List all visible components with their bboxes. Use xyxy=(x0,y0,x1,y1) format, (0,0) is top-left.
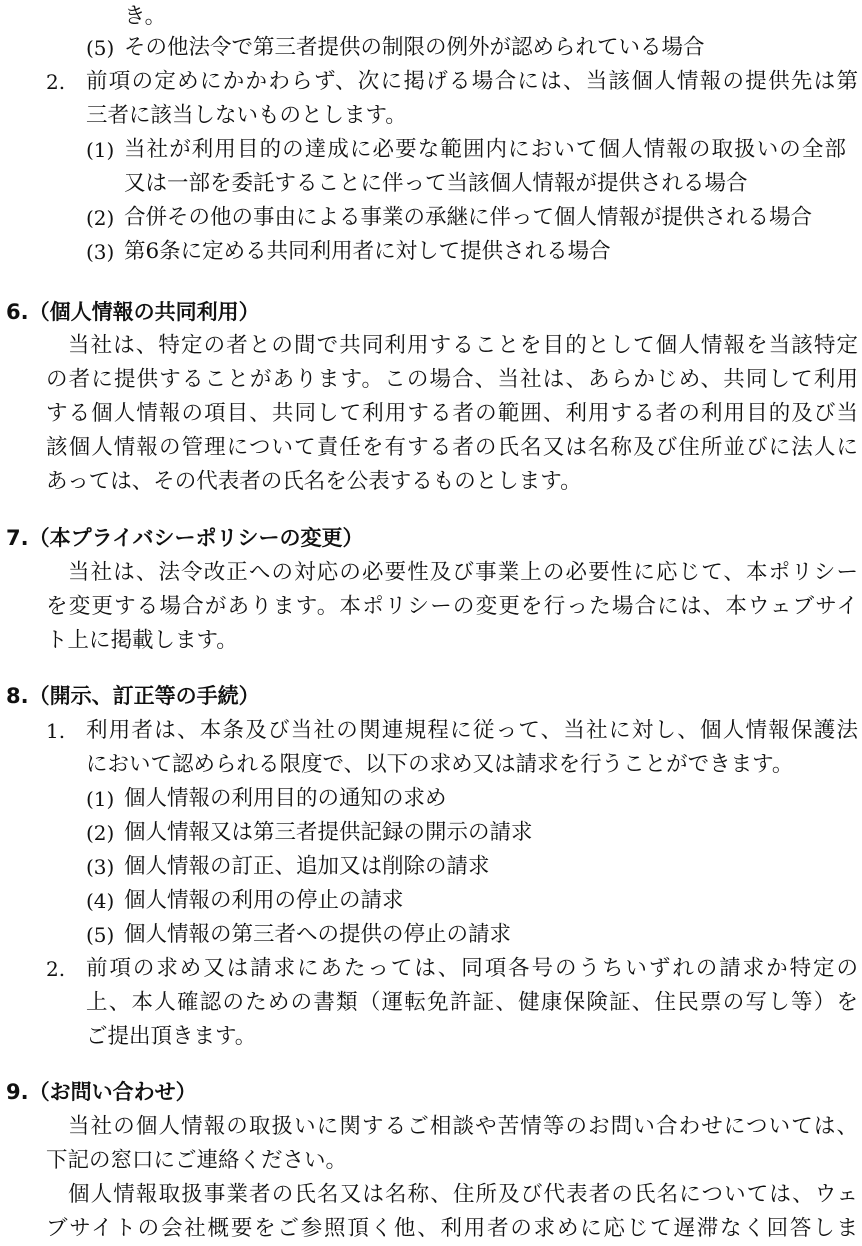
s5-item-3-marker: (3) xyxy=(86,240,115,264)
s8-item-2-text: 個人情報又は第三者提供記録の開示の請求 xyxy=(124,820,533,845)
s7-line-2: を変更する場合があります。本ポリシーの変更を行った場合には、本ウェブサイ xyxy=(46,594,858,619)
s8-p1-line-1: 利用者は、本条及び当社の関連規程に従って、当社に対し、個人情報保護法 xyxy=(86,718,858,743)
s6-line-2: の者に提供することがあります。この場合、当社は、あらかじめ、共同して利用 xyxy=(46,367,858,392)
s8-item-4-marker: (4) xyxy=(86,889,115,913)
s8-item-1-text: 個人情報の利用目的の通知の求め xyxy=(124,786,447,811)
s8-item-5-text: 個人情報の第三者への提供の停止の請求 xyxy=(124,922,512,947)
s8-p2-line-3: ご提出頂きます。 xyxy=(86,1024,257,1049)
s8-item-1-marker: (1) xyxy=(86,787,115,811)
s8-p2-line-2: 上、本人確認のための書類（運転免許証、健康保険証、住民票の写し等）を xyxy=(86,990,858,1015)
s8-p2-line-1: 前項の求め又は請求にあたっては、同項各号のうちいずれの請求か特定の xyxy=(86,956,858,981)
s8-p1-line-2: において認められる限度で、以下の求め又は請求を行うことができます。 xyxy=(86,752,794,777)
section-9-heading: 9.（お問い合わせ） xyxy=(6,1080,197,1104)
s8-item-4-text: 個人情報の利用の停止の請求 xyxy=(124,888,404,913)
s8-item-5-marker: (5) xyxy=(86,923,115,947)
s5-p2-line-2: 三者に該当しないものとします。 xyxy=(86,103,407,128)
s5-item-1-line-1: 当社が利用目的の達成に必要な範囲内において個人情報の取扱いの全部 xyxy=(124,137,846,162)
s5-item-1-marker: (1) xyxy=(86,138,115,162)
s9-line-2: 下記の窓口にご連絡ください。 xyxy=(46,1148,348,1173)
item-5-text: その他法令で第三者提供の制限の例外が認められている場合 xyxy=(124,35,705,60)
s8-p2-marker: 2. xyxy=(46,957,66,981)
section-7-heading: 7.（本プライバシーポリシーの変更） xyxy=(6,526,364,550)
s8-p1-marker: 1. xyxy=(46,719,66,743)
s8-item-3-marker: (3) xyxy=(86,855,115,879)
s7-line-1: 当社は、法令改正への対応の必要性及び事業上の必要性に応じて、本ポリシー xyxy=(68,560,858,585)
s6-line-5: あっては、その代表者の氏名を公表するものとします。 xyxy=(46,469,582,494)
s5-item-1-line-2: 又は一部を委託することに伴って当該個人情報が提供される場合 xyxy=(124,171,748,196)
s9-line-1: 当社の個人情報の取扱いに関するご相談や苦情等のお問い合わせについては、 xyxy=(68,1114,858,1139)
s5-item-2-marker: (2) xyxy=(86,206,115,230)
s5-item-3-text: 第6条に定める共同利用者に対して提供される場合 xyxy=(124,239,611,264)
s5-item-2-text: 合併その他の事由による事業の承継に伴って個人情報が提供される場合 xyxy=(124,205,813,230)
s5-p2-line-1: 前項の定めにかかわらず、次に掲げる場合には、当該個人情報の提供先は第 xyxy=(86,69,858,94)
s6-line-3: する個人情報の項目、共同して利用する者の範囲、利用する者の利用目的及び当 xyxy=(46,401,858,426)
s9-line-4: ブサイトの会社概要をご参照頂く他、利用者の求めに応じて遅滞なく回答しま xyxy=(46,1216,858,1241)
s7-line-3: ト上に掲載します。 xyxy=(46,628,238,653)
s6-line-4: 該個人情報の管理について責任を有する者の氏名又は名称及び住所並びに法人に xyxy=(46,435,858,460)
s8-item-3-text: 個人情報の訂正、追加又は削除の請求 xyxy=(124,854,490,879)
section-8-heading: 8.（開示、訂正等の手続） xyxy=(6,684,260,708)
s8-item-2-marker: (2) xyxy=(86,821,115,845)
section-6-heading: 6.（個人情報の共同利用） xyxy=(6,300,260,324)
s6-line-1: 当社は、特定の者との間で共同利用することを目的として個人情報を当該特定 xyxy=(68,333,858,358)
item-4-continuation: き。 xyxy=(124,4,167,29)
s9-line-3: 個人情報取扱事業者の氏名又は名称、住所及び代表者の氏名については、ウェ xyxy=(68,1182,858,1207)
item-5-marker: (5) xyxy=(86,36,115,60)
s5-p2-marker: 2. xyxy=(46,70,66,94)
